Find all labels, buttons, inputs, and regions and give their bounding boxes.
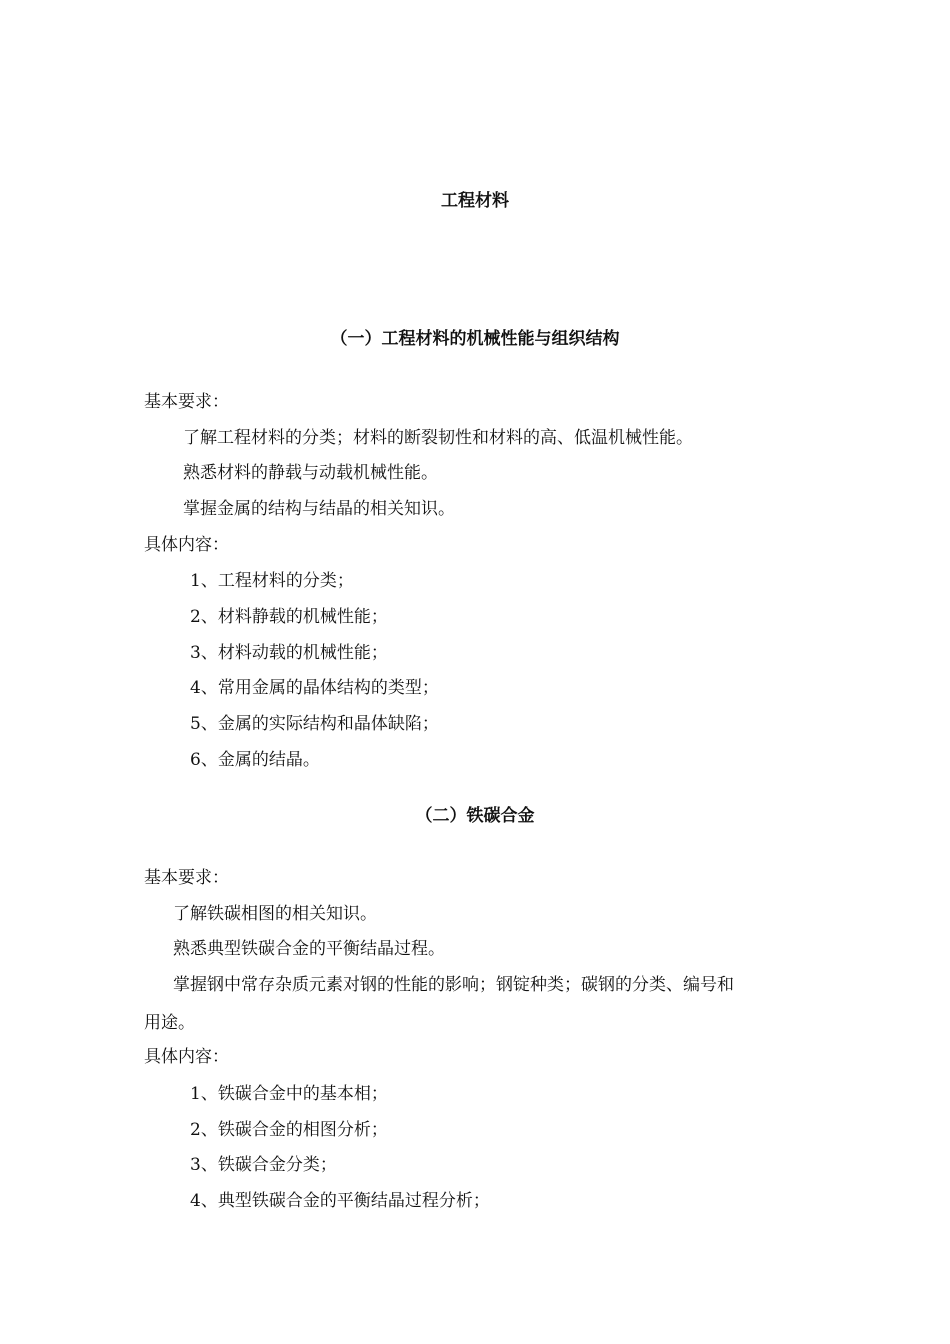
section-1-content-item: 5、金属的实际结构和晶体缺陷； — [190, 714, 439, 734]
section-2-content-label: 具体内容： — [144, 1047, 229, 1067]
section-1-requirements-label: 基本要求： — [144, 392, 229, 412]
section-1-content-label: 具体内容： — [144, 535, 229, 555]
section-1-content-item: 2、材料静载的机械性能； — [190, 607, 388, 627]
section-2-content-item: 2、铁碳合金的相图分析； — [190, 1120, 388, 1140]
section-1-requirement: 掌握金属的结构与结晶的相关知识。 — [183, 499, 455, 519]
section-2-requirement: 熟悉典型铁碳合金的平衡结晶过程。 — [173, 939, 445, 959]
section-2-requirement: 了解铁碳相图的相关知识。 — [173, 904, 377, 924]
section-1-requirement: 了解工程材料的分类；材料的断裂韧性和材料的高、低温机械性能。 — [183, 428, 693, 448]
section-2-content-item: 4、典型铁碳合金的平衡结晶过程分析； — [190, 1191, 490, 1211]
section-1-content-item: 1、工程材料的分类； — [190, 571, 354, 591]
section-2-requirements-label: 基本要求： — [144, 868, 229, 888]
section-1-content-item: 4、常用金属的晶体结构的类型； — [190, 678, 439, 698]
section-1-content-item: 6、金属的结晶。 — [190, 750, 320, 770]
section-2-requirement: 掌握钢中常存杂质元素对钢的性能的影响；钢锭种类；碳钢的分类、编号和 — [173, 975, 734, 995]
section-2-heading: （二）铁碳合金 — [415, 806, 535, 826]
section-1-heading: （一）工程材料的机械性能与组织结构 — [330, 329, 620, 349]
section-1-content-item: 3、材料动载的机械性能； — [190, 643, 388, 663]
document-title: 工程材料 — [441, 191, 509, 211]
section-2-content-item: 1、铁碳合金中的基本相； — [190, 1084, 388, 1104]
section-2-requirement: 用途。 — [144, 1013, 195, 1033]
section-2-content-item: 3、铁碳合金分类； — [190, 1155, 337, 1175]
section-1-requirement: 熟悉材料的静载与动载机械性能。 — [183, 463, 438, 483]
